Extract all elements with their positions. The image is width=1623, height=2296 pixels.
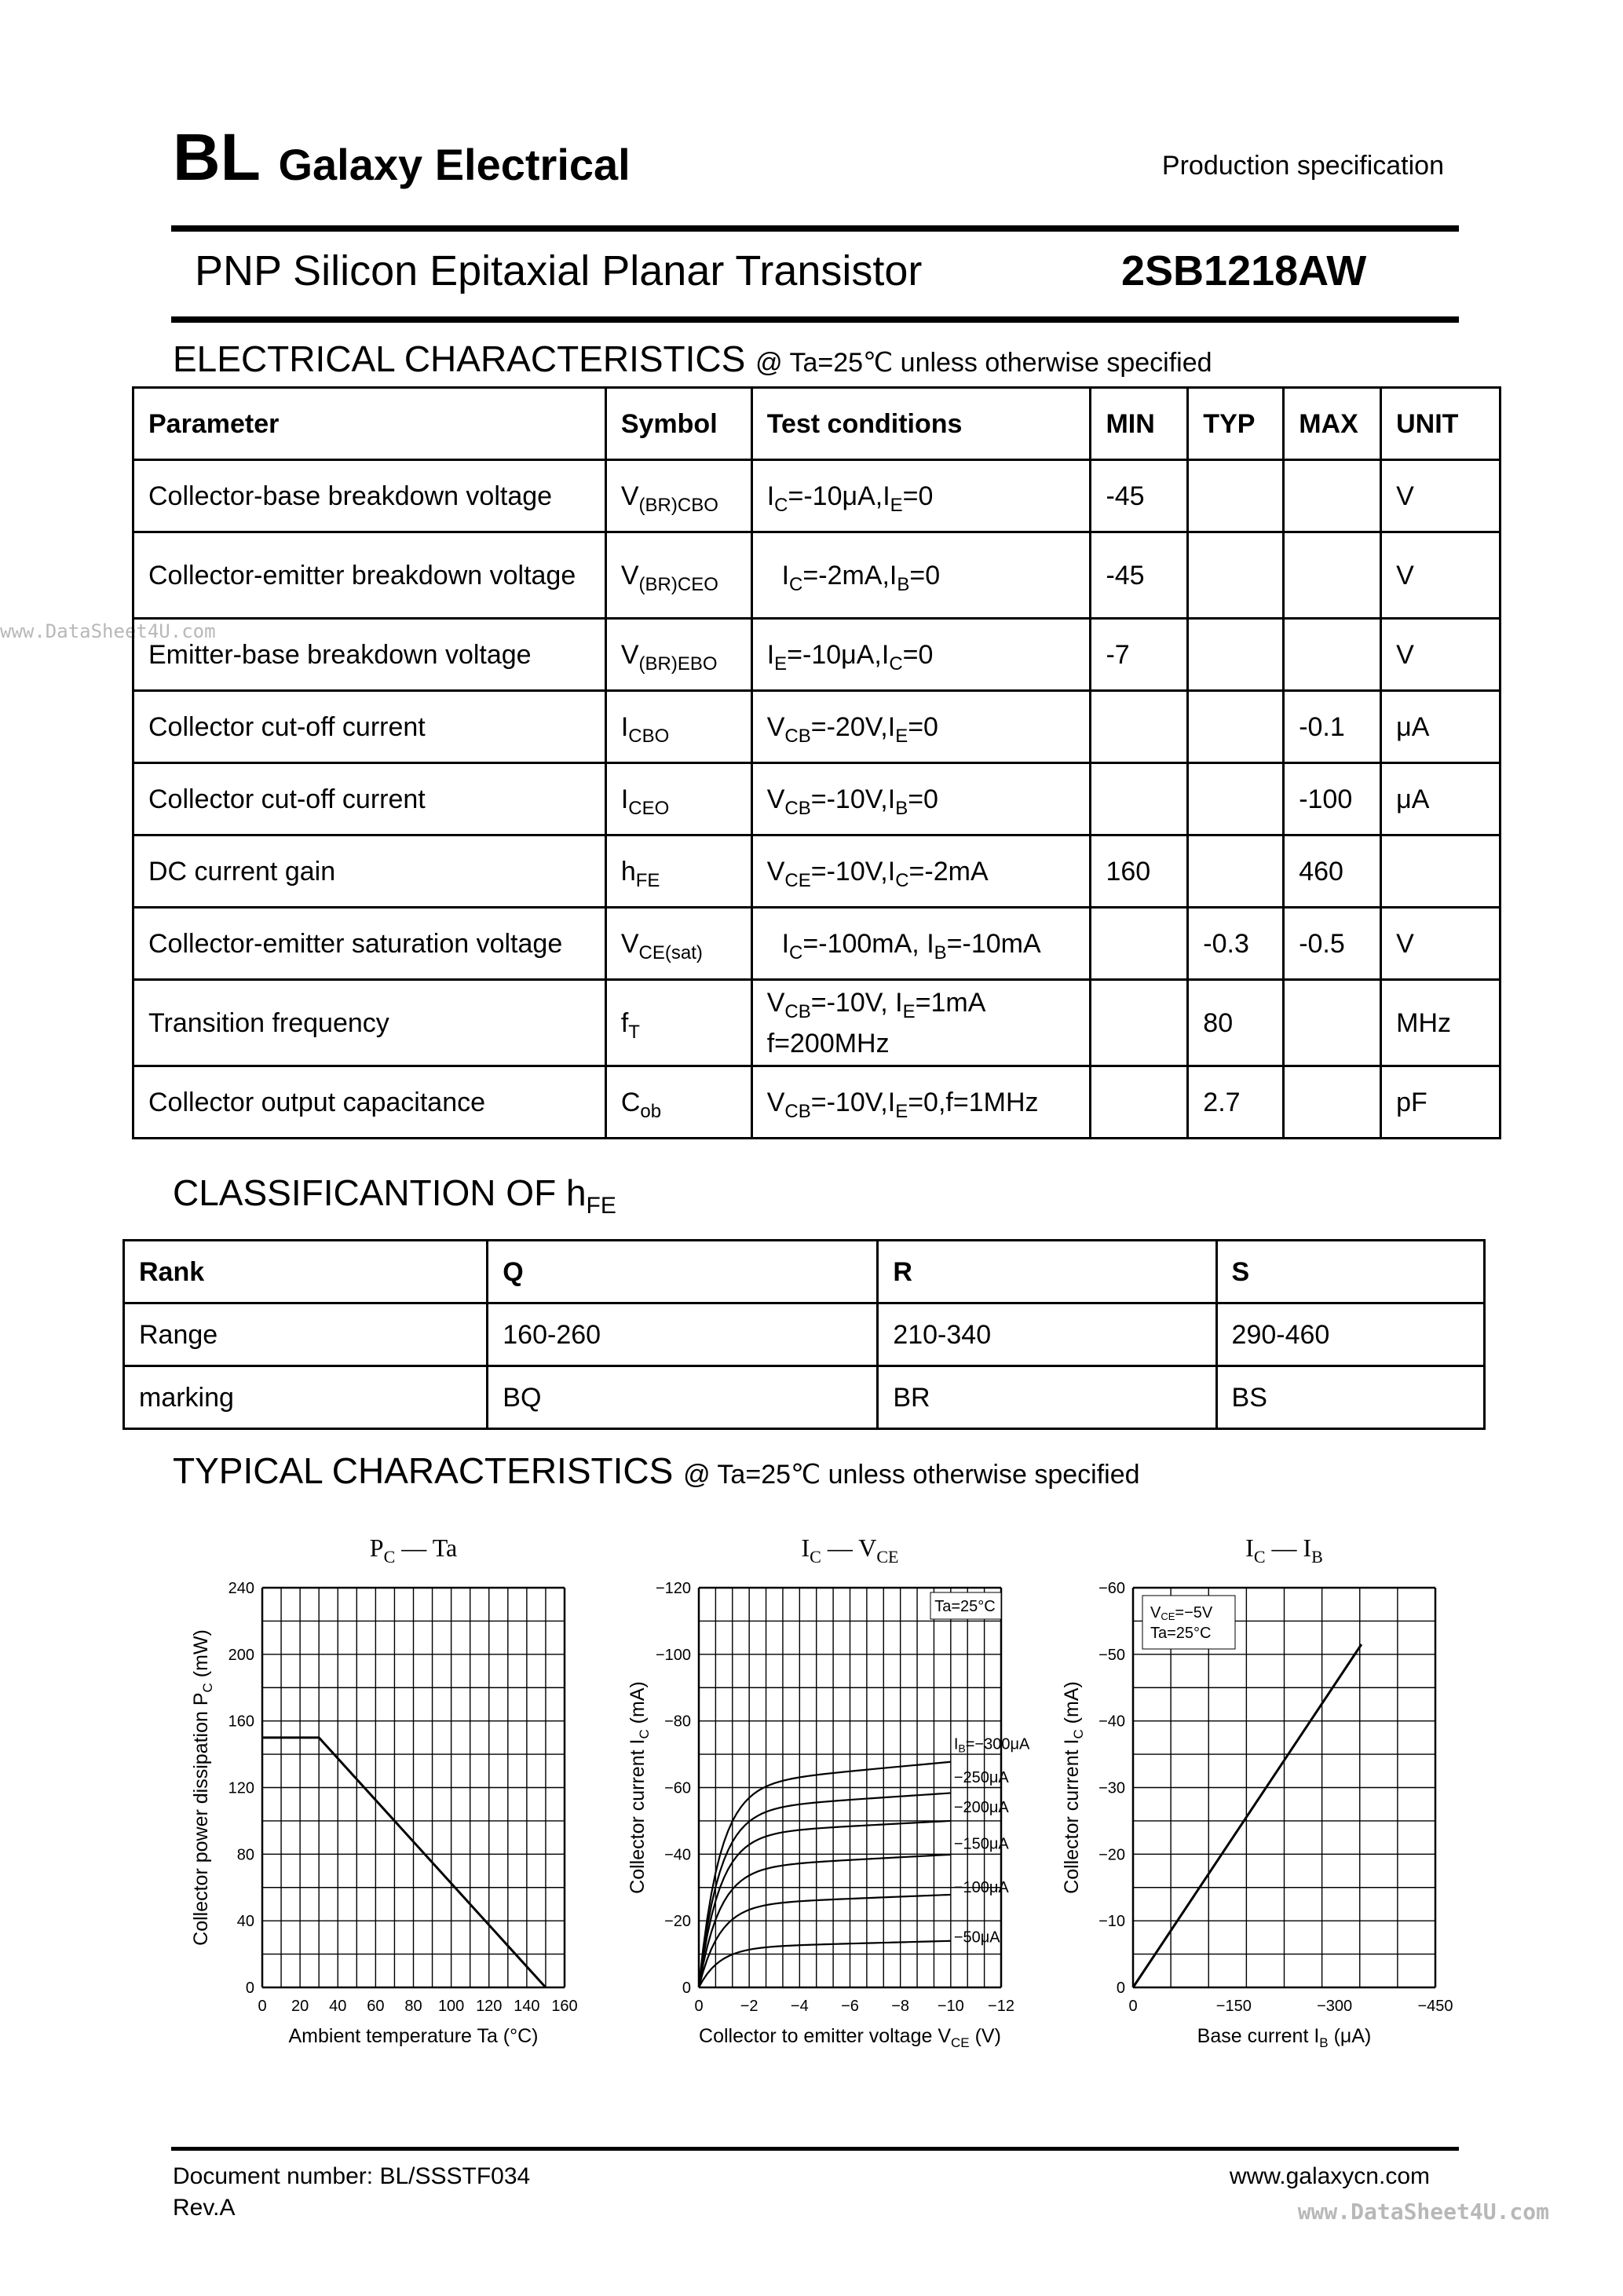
curve-label: −150μA (953, 1835, 1009, 1853)
cell-parameter: Collector cut-off current (133, 763, 606, 835)
hfe-classification-table (122, 1239, 1486, 1430)
annotation-text: VCE=−5V (1150, 1604, 1213, 1622)
classification-title-sub: FE (586, 1193, 616, 1219)
y-tick-label: 0 (682, 1980, 691, 1997)
cell-symbol: $I_{CEO}$ (605, 763, 751, 835)
cell-symbol: $f_T$ (605, 980, 751, 1066)
column-header: MIN (1091, 388, 1188, 460)
column-header: UNIT (1381, 388, 1501, 460)
cell-parameter: DC current gain (133, 835, 606, 908)
doc-number: Document number: BL/SSSTF034 (173, 2163, 531, 2189)
cell-conditions: $I_E=-10\mu A,I_C=0$ (751, 619, 1091, 691)
footer-rule (171, 2147, 1459, 2151)
y-tick-label: 160 (228, 1713, 254, 1731)
cell-symbol: $V_{(BR)EBO}$ (605, 619, 751, 691)
typical-characteristics-charts (0, 1508, 1623, 2057)
cell-max: -0.5 (1284, 908, 1381, 980)
x-tick-label: 80 (404, 1998, 422, 2015)
x-tick-label: −2 (740, 1998, 758, 2015)
watermark-bottom: www.DataSheet4U.com (1297, 2199, 1549, 2225)
column-header: TYP (1188, 388, 1284, 460)
brand-bl: BL (173, 120, 261, 194)
y-tick-label: −20 (664, 1913, 691, 1931)
footer-website: www.galaxycn.com (1229, 2163, 1430, 2189)
series-line (699, 1821, 951, 1987)
table-cell: Range (124, 1303, 488, 1366)
y-axis-label: Collector current $I_C$ (mA) (1061, 1681, 1086, 1894)
cell-unit: V (1381, 619, 1501, 691)
column-header: Q (488, 1241, 878, 1303)
table-row (133, 619, 1501, 691)
x-axis-label: Ambient temperature Ta (°C) (288, 2025, 539, 2047)
y-tick-label: −50 (1098, 1646, 1125, 1664)
cell-min: -45 (1091, 532, 1188, 619)
y-tick-label: 40 (236, 1913, 254, 1931)
y-tick-label: −40 (664, 1846, 691, 1864)
cell-min (1091, 763, 1188, 835)
brand-logo (173, 120, 631, 194)
cell-max (1284, 980, 1381, 1066)
cell-conditions: $V_{CB}=-20V,I_E=0$ (751, 691, 1091, 763)
cell-min: -7 (1091, 619, 1188, 691)
table-row (124, 1303, 1485, 1366)
table-cell: 210-340 (878, 1303, 1216, 1366)
curve-label: $I_B=-300\mu A$ (953, 1735, 1030, 1755)
cell-unit: V (1381, 532, 1501, 619)
y-tick-label: 80 (236, 1846, 254, 1864)
cell-unit: V (1381, 460, 1501, 532)
table-row (133, 532, 1501, 619)
chart-title: $P_C$ — Ta (369, 1534, 458, 1567)
cell-max (1284, 532, 1381, 619)
table-cell: BR (878, 1366, 1216, 1429)
cell-max: -0.1 (1284, 691, 1381, 763)
cell-max (1284, 460, 1381, 532)
cell-max (1284, 1066, 1381, 1139)
column-header: S (1216, 1241, 1484, 1303)
watermark-left: www.DataSheet4U.com (0, 620, 216, 642)
chart-title: $I_C$ — $I_B$ (1245, 1534, 1323, 1567)
curve-label: −50μA (953, 1929, 1000, 1947)
table-cell: BQ (488, 1366, 878, 1429)
chart-2 (627, 1534, 1030, 2050)
series-line (1133, 1644, 1362, 1987)
y-tick-label: −120 (655, 1580, 691, 1597)
table-row (133, 980, 1501, 1066)
cell-conditions: $V_{CB}=-10V,I_B=0$ (751, 763, 1091, 835)
x-tick-label: −300 (1317, 1998, 1353, 2015)
x-tick-label: 40 (329, 1998, 347, 2015)
table-row (133, 691, 1501, 763)
table-header-row (133, 388, 1501, 460)
x-tick-label: −450 (1417, 1998, 1453, 2015)
cell-max (1284, 619, 1381, 691)
section-title-classification (173, 1172, 616, 1219)
table-cell: BS (1216, 1366, 1484, 1429)
x-tick-label: −10 (937, 1998, 964, 2015)
cell-parameter: Collector-base breakdown voltage (133, 460, 606, 532)
curve-label: −250μA (953, 1768, 1009, 1786)
cell-parameter: Emitter-base breakdown voltage (133, 619, 606, 691)
x-tick-label: −12 (988, 1998, 1014, 2015)
cell-typ (1188, 619, 1284, 691)
section-title-electrical (173, 338, 1212, 380)
table-cell: 160-260 (488, 1303, 878, 1366)
cell-typ: 80 (1188, 980, 1284, 1066)
table-row (133, 460, 1501, 532)
curve-label: −100μA (953, 1878, 1009, 1896)
cell-parameter: Collector-emitter breakdown voltage (133, 532, 606, 619)
x-tick-label: −8 (891, 1998, 910, 2015)
section-condition-electrical: @ Ta=25℃ unless otherwise specified (755, 348, 1212, 378)
column-header: Test conditions (751, 388, 1091, 460)
section-title-electrical-text: ELECTRICAL CHARACTERISTICS (173, 338, 746, 379)
part-number: 2SB1218AW (1121, 247, 1367, 294)
table-cell: marking (124, 1366, 488, 1429)
header-rule-top (171, 225, 1459, 232)
cell-unit: MHz (1381, 980, 1501, 1066)
cell-symbol: $h_{FE}$ (605, 835, 751, 908)
cell-symbol: $V_{(BR)CBO}$ (605, 460, 751, 532)
table-header-row (124, 1241, 1485, 1303)
y-tick-label: −80 (664, 1713, 691, 1731)
y-axis-label: Collector current $I_C$ (mA) (627, 1681, 652, 1894)
doc-type: Production specification (1161, 151, 1444, 181)
cell-conditions: $V_{CE}=-10V,I_C=-2mA$ (751, 835, 1091, 908)
x-tick-label: −4 (790, 1998, 809, 2015)
section-condition-typical: @ Ta=25℃ unless otherwise specified (683, 1460, 1140, 1490)
chart-1 (190, 1534, 578, 2047)
x-tick-label: 0 (1128, 1998, 1138, 2015)
cell-parameter: Transition frequency (133, 980, 606, 1066)
brand-name: Galaxy Electrical (278, 140, 631, 189)
footer-left (173, 2161, 530, 2224)
cell-symbol: $I_{CBO}$ (605, 691, 751, 763)
x-tick-label: 0 (258, 1998, 267, 2015)
x-tick-label: 160 (551, 1998, 578, 2015)
cell-min (1091, 1066, 1188, 1139)
x-tick-label: 20 (291, 1998, 309, 2015)
cell-typ (1188, 763, 1284, 835)
annotation-text: Ta=25°C (934, 1598, 996, 1615)
cell-typ (1188, 691, 1284, 763)
x-tick-label: 120 (476, 1998, 503, 2015)
cell-parameter: Collector-emitter saturation voltage (133, 908, 606, 980)
section-title-typical-text: TYPICAL CHARACTERISTICS (173, 1450, 674, 1491)
table-row (133, 908, 1501, 980)
cell-unit: pF (1381, 1066, 1501, 1139)
y-tick-label: 200 (228, 1646, 254, 1664)
y-tick-label: −30 (1098, 1779, 1125, 1797)
cell-conditions: $I_C=-100mA$, $I_B=-10mA$ (751, 908, 1091, 980)
series-line (262, 1738, 546, 1987)
x-tick-label: 100 (437, 1998, 465, 2015)
x-tick-label: −6 (841, 1998, 859, 2015)
y-tick-label: −40 (1098, 1713, 1125, 1731)
revision: Rev.A (173, 2195, 236, 2221)
cell-min (1091, 908, 1188, 980)
cell-symbol: $C_{ob}$ (605, 1066, 751, 1139)
y-tick-label: −60 (1098, 1580, 1125, 1597)
cell-min (1091, 980, 1188, 1066)
x-tick-label: 60 (367, 1998, 385, 2015)
cell-unit: V (1381, 908, 1501, 980)
classification-title-text: CLASSIFICANTION OF h (173, 1172, 587, 1213)
cell-min: -45 (1091, 460, 1188, 532)
y-tick-label: 0 (1116, 1980, 1125, 1997)
column-header: Symbol (605, 388, 751, 460)
cell-typ (1188, 460, 1284, 532)
table-row (133, 1066, 1501, 1139)
cell-typ: -0.3 (1188, 908, 1284, 980)
series-line (699, 1941, 951, 1987)
cell-conditions: $I_C=-2mA,I_B=0$ (751, 532, 1091, 619)
cell-parameter: Collector cut-off current (133, 691, 606, 763)
curve-label: −200μA (953, 1798, 1009, 1816)
cell-conditions: $V_{CB}=-10V,I_E=0,f=1MHz$ (751, 1066, 1091, 1139)
cell-typ: 2.7 (1188, 1066, 1284, 1139)
y-tick-label: 240 (228, 1580, 254, 1597)
series-line (699, 1895, 951, 1987)
x-tick-label: −150 (1215, 1998, 1252, 2015)
electrical-characteristics-table (132, 386, 1501, 1139)
cell-min (1091, 691, 1188, 763)
y-tick-label: 120 (228, 1779, 254, 1797)
cell-conditions: $I_C=-10\mu A,I_E=0$ (751, 460, 1091, 532)
cell-min: 160 (1091, 835, 1188, 908)
chart-title: $I_C$ — $V_{CE}$ (801, 1534, 899, 1567)
y-axis-label: Collector power dissipation $P_C$ (mW) (190, 1629, 215, 1946)
cell-unit (1381, 835, 1501, 908)
annotation-text: Ta=25°C (1150, 1625, 1212, 1642)
table-row (133, 763, 1501, 835)
cell-unit: μA (1381, 691, 1501, 763)
table-row (133, 835, 1501, 908)
cell-parameter: Collector output capacitance (133, 1066, 606, 1139)
cell-max: 460 (1284, 835, 1381, 908)
cell-max: -100 (1284, 763, 1381, 835)
section-title-typical (173, 1450, 1140, 1492)
header-rule-bottom (171, 316, 1459, 323)
table-cell: 290-460 (1216, 1303, 1484, 1366)
cell-symbol: $V_{(BR)CEO}$ (605, 532, 751, 619)
x-axis-label: Base current $I_B$ (μA) (1197, 2025, 1372, 2050)
y-tick-label: −60 (664, 1779, 691, 1797)
table-row (124, 1366, 1485, 1429)
x-axis-label: Collector to emitter voltage $V_{CE}$ (V) (699, 2025, 1001, 2050)
y-tick-label: 0 (245, 1980, 254, 1997)
cell-symbol: $V_{CE(sat)}$ (605, 908, 751, 980)
chart-3 (1061, 1534, 1453, 2050)
cell-typ (1188, 835, 1284, 908)
cell-typ (1188, 532, 1284, 619)
y-tick-label: −100 (655, 1646, 691, 1664)
y-tick-label: −20 (1098, 1846, 1125, 1864)
column-header: MAX (1284, 388, 1381, 460)
x-tick-label: 140 (514, 1998, 540, 2015)
y-tick-label: −10 (1098, 1913, 1125, 1931)
cell-conditions: $V_{CB}=-10V$, $I_E=1mA$ f=200MHz (751, 980, 1091, 1066)
part-description: PNP Silicon Epitaxial Planar Transistor (195, 247, 923, 294)
column-header: R (878, 1241, 1216, 1303)
cell-unit: μA (1381, 763, 1501, 835)
x-tick-label: 0 (694, 1998, 704, 2015)
column-header: Rank (124, 1241, 488, 1303)
column-header: Parameter (133, 388, 606, 460)
